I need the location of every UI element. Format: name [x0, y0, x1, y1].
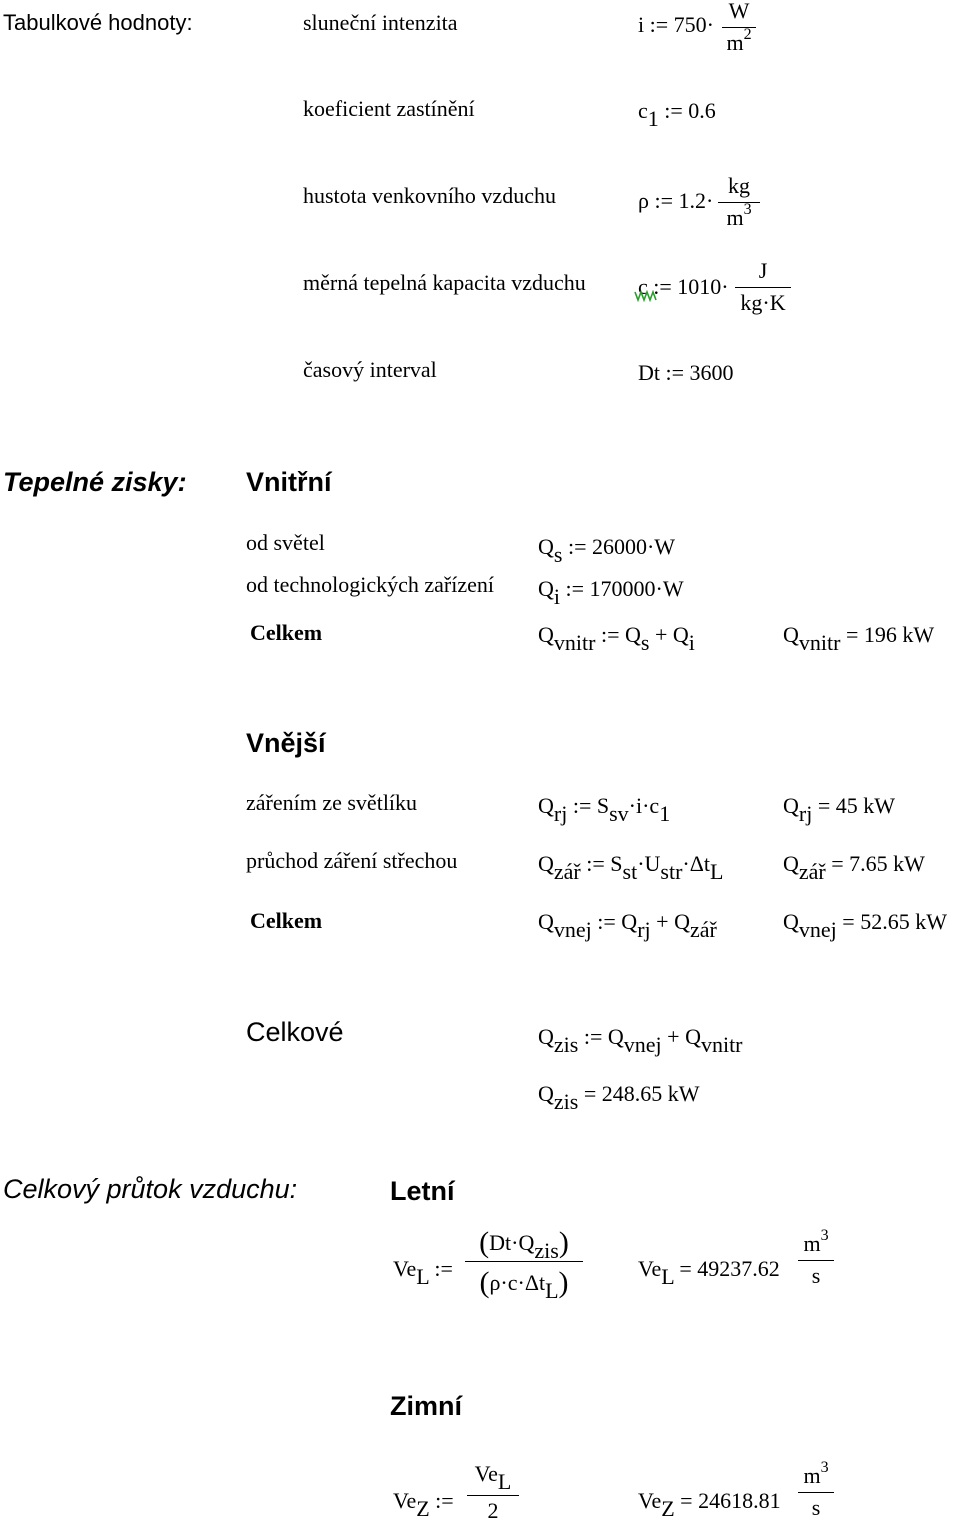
vnejsi-heading: Vnější [246, 728, 326, 758]
eq-qvnitr-result: Qvnitr = 196 kW [783, 622, 935, 655]
eq-vez-result: VeZ = 24618.81 [638, 1488, 781, 1521]
eq-qvnitr-definition: Qvnitr := Qs + Qi [538, 622, 695, 655]
eq-qvnej-definition: Qvnej := Qrj + Qzář [538, 909, 717, 942]
eq-i-definition: i := 750· [638, 12, 714, 37]
eq-vel-lhs: VeL := [393, 1256, 453, 1289]
label-casovy-interval: časový interval [303, 357, 437, 382]
fraction-numerator: (Dt·Qzis) [479, 1226, 569, 1263]
unit-numerator: J [758, 258, 768, 283]
fraction-denominator: (ρ·c·ΔtL) [479, 1266, 569, 1303]
label-merna-kapacita: měrná tepelná kapacita vzduchu [303, 270, 586, 295]
unit-denominator: kg·K [740, 290, 786, 315]
eq-i-unit-fraction [722, 0, 756, 54]
fraction-bar [735, 287, 791, 288]
unit-denominator: s [811, 1263, 821, 1288]
eq-qzis-definition: Qzis := Qvnej + Qvnitr [538, 1024, 743, 1057]
eq-qzar-definition: Qzář := Sst·Ustr·ΔtL [538, 851, 724, 884]
fraction-denominator: 2 [487, 1498, 499, 1523]
unit-numerator: kg [728, 173, 750, 198]
eq-vel-fraction [465, 1226, 583, 1303]
unit-denominator: s [811, 1495, 821, 1520]
eq-qi: Qi := 170000·W [538, 576, 684, 609]
fraction-bar [798, 1492, 834, 1493]
label-zarenim-ze-svetliku: zářením ze světlíku [246, 790, 418, 815]
label-od-technologickych-zarizeni: od technologických zařízení [246, 572, 495, 597]
fraction-bar [465, 1261, 583, 1262]
eq-qrj-definition: Qrj := Ssv·i·c1 [538, 793, 671, 826]
eq-dt-definition: Dt := 3600 [638, 360, 734, 385]
eq-vez-lhs: VeZ := [393, 1488, 454, 1521]
eq-vel-unit-fraction [798, 1227, 834, 1288]
tepelne-zisky-title: Tepelné zisky: [3, 467, 187, 497]
zimni-heading: Zimní [390, 1391, 462, 1421]
eq-vel-result: VeL = 49237.62 [638, 1256, 780, 1289]
label-hustota-vzduchu: hustota venkovního vzduchu [303, 183, 556, 208]
eq-qs: Qs := 26000·W [538, 534, 676, 567]
eq-c-definition: c := 1010· [638, 274, 729, 299]
unit-numerator: $m^3$ [803, 1227, 829, 1256]
unit-numerator: W [728, 0, 750, 23]
celkovy-prutok-title: Celkový průtok vzduchu: [3, 1174, 298, 1204]
eq-qzis-result: Qzis = 248.65 kW [538, 1081, 700, 1114]
unit-denominator: $m^3$ [726, 201, 752, 230]
label-koeficient-zastineni: koeficient zastínění [303, 96, 475, 121]
eq-qrj-result: Qrj = 45 kW [783, 793, 896, 826]
celkove-heading: Celkové [246, 1017, 344, 1047]
label-celkem-vnitrni: Celkem [250, 620, 323, 645]
fraction-bar [718, 202, 760, 203]
eq-c1-definition: c1 := 0.6 [638, 98, 716, 131]
eq-vez-unit-fraction [798, 1459, 834, 1520]
warning-squiggle-icon [634, 290, 658, 302]
unit-numerator: $m^3$ [803, 1459, 829, 1488]
eq-rho-unit-fraction [718, 175, 760, 229]
fraction-bar [467, 1495, 519, 1496]
letni-heading: Letní [390, 1176, 455, 1206]
eq-vez-fraction [467, 1463, 519, 1522]
eq-c-unit-fraction [735, 260, 791, 314]
label-od-svetel: od světel [246, 530, 325, 555]
label-celkem-vnejsi: Celkem [250, 908, 323, 933]
eq-rho-definition: ρ := 1.2· [638, 188, 714, 213]
fraction-numerator: VeL [474, 1461, 512, 1494]
tabulkove-hodnoty-title: Tabulkové hodnoty: [3, 10, 193, 35]
vnitrni-heading: Vnitřní [246, 467, 332, 497]
eq-qzar-result: Qzář = 7.65 kW [783, 851, 925, 884]
unit-denominator: $m^2$ [726, 26, 752, 55]
eq-qvnej-result: Qvnej = 52.65 kW [783, 909, 947, 942]
fraction-bar [798, 1260, 834, 1261]
label-pruchod-zareni-strechou: průchod záření střechou [246, 848, 458, 873]
label-slunecni-intenzita: sluneční intenzita [303, 10, 458, 35]
